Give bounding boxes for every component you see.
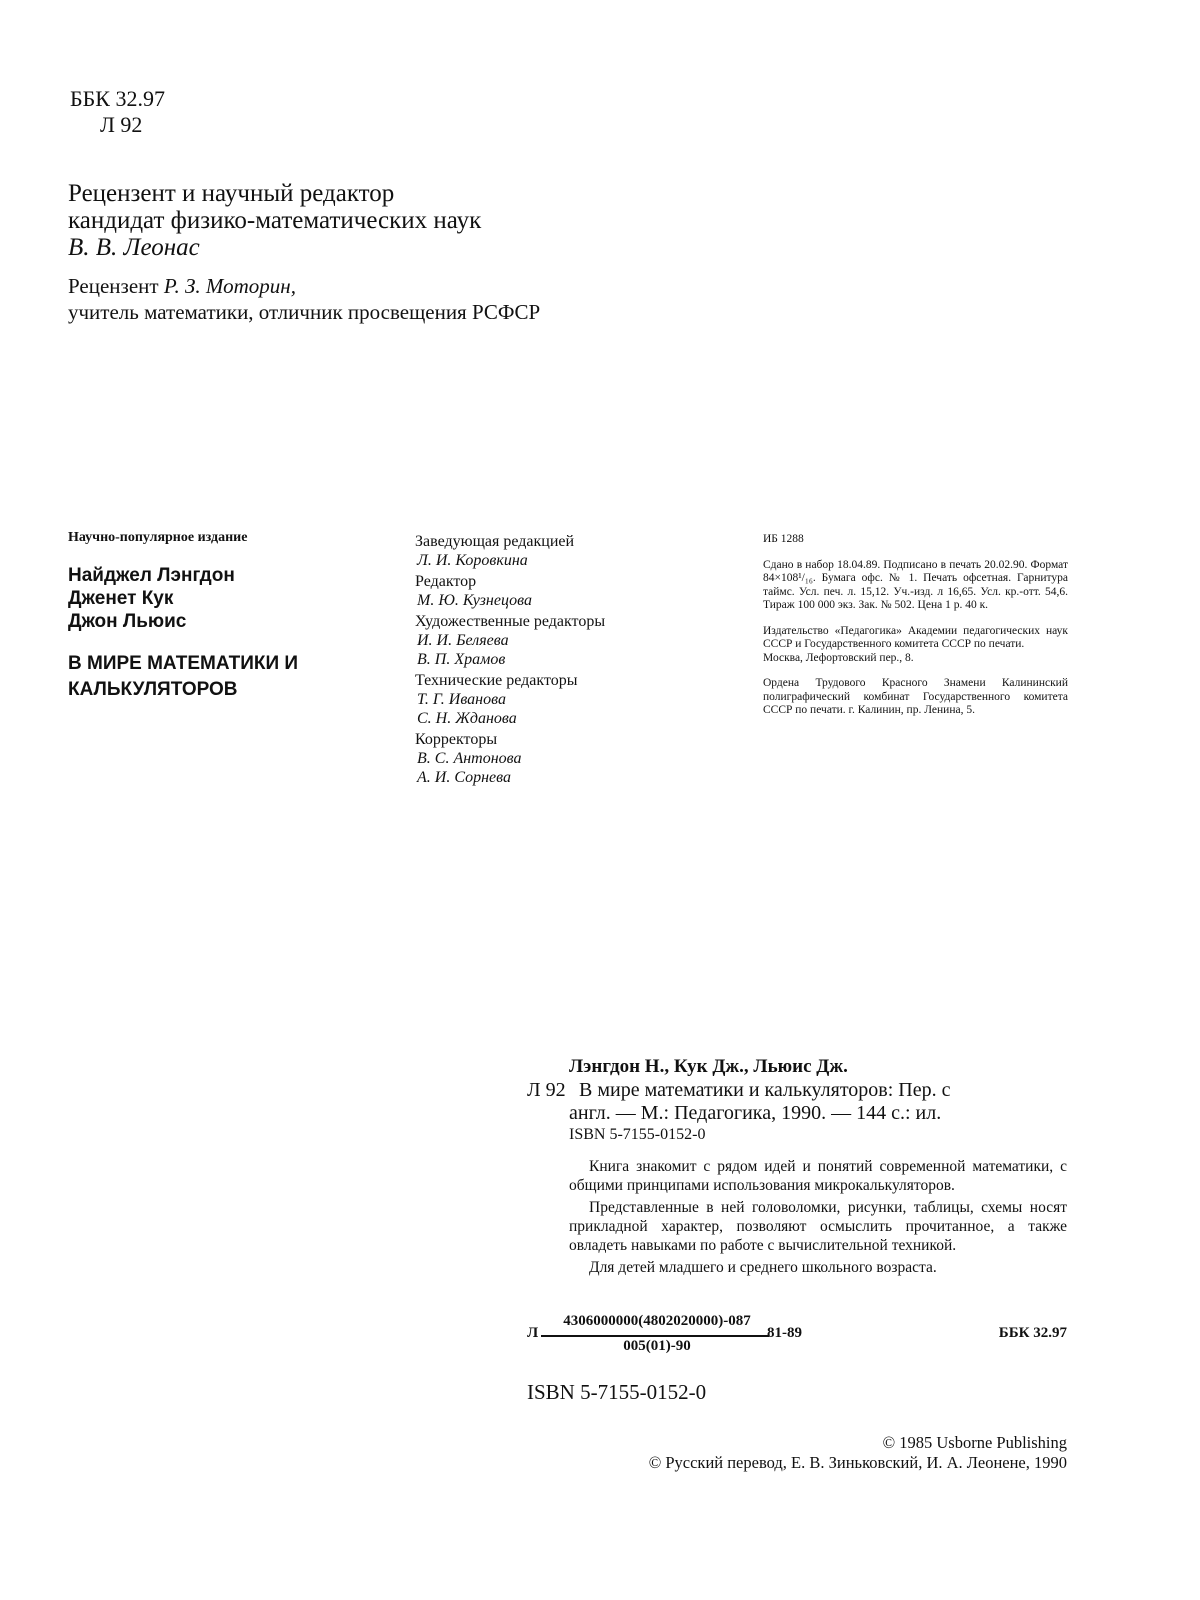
staff-group: [415, 532, 715, 570]
ib-number: ИБ 1288: [763, 533, 804, 545]
author-mark: Л 92: [100, 112, 143, 137]
staff-person: С. Н. Жданова: [417, 710, 517, 727]
class-letter: Л: [527, 1325, 539, 1341]
staff-group: [415, 730, 715, 787]
author-name: Дженет Кук: [68, 588, 174, 609]
copyright-block: [560, 1433, 1067, 1473]
card-annotation: [527, 1157, 1067, 1277]
card-entry-line: [527, 1079, 1067, 1102]
staff-person: А. И. Сорнева: [417, 769, 511, 786]
imprint-column: [763, 533, 1068, 730]
book-title-line: КАЛЬКУЛЯТОРОВ: [68, 679, 238, 700]
classification-line: [527, 1313, 1067, 1357]
staff-person: В. С. Антонова: [417, 750, 522, 767]
edition-type: Научно-популярное издание: [68, 530, 248, 545]
staff-person: М. Ю. Кузнецова: [417, 592, 532, 609]
second-reviewer-block: [68, 273, 540, 325]
class-bbk: ББК 32.97: [998, 1325, 1067, 1341]
book-title: [68, 651, 368, 703]
staff-role: Корректоры: [415, 731, 498, 748]
publisher-info: Издательство «Педагогика» Академии педагогических наук СССР и Государственного комитета СССР по печати.: [763, 624, 1068, 650]
reviewer-role: Рецензент и научный редактор: [68, 180, 395, 207]
annotation-paragraph: Для детей младшего и среднего школьного возраста.: [589, 1259, 937, 1276]
printer-info: Ордена Трудового Красного Знамени Калининский полиграфический комбинат Государственного комитета СССР по печати. г. Калинин, пр. Ленина, 5.: [763, 677, 1068, 716]
card-entry-line: англ. — М.: Педагогика, 1990. — 144 с.: ил.: [569, 1102, 942, 1124]
staff-role: Редактор: [415, 573, 477, 590]
staff-person: В. П. Храмов: [417, 651, 506, 668]
card-heading: Лэнгдон Н., Кук Дж., Льюис Дж.: [569, 1056, 848, 1077]
book-title-line: В МИРЕ МАТЕМАТИКИ И: [68, 653, 299, 674]
staff-role: Художественные редакторы: [415, 613, 606, 630]
class-denominator: 005(01)-90: [623, 1338, 691, 1354]
editorial-staff-column: [415, 530, 715, 789]
bbk-number: ББК 32.97: [70, 86, 165, 111]
second-reviewer-line: [68, 273, 540, 299]
second-reviewer-prefix: Рецензент: [68, 274, 164, 298]
staff-person: И. И. Беляева: [417, 632, 509, 649]
reviewer-degree: кандидат физико-математических наук: [68, 207, 482, 234]
annotation-paragraph: Представленные в ней головоломки, рисунки, таблицы, схемы носят прикладной характер, позволяют осмыслить прочитанное, а также овладеть навыками по работе с вычислительной техникой.: [569, 1199, 1067, 1254]
second-reviewer-title: учитель математики, отличник просвещения РСФСР: [68, 300, 541, 324]
staff-group: [415, 572, 715, 610]
card-entry-text: В мире математики и калькуляторов: Пер. с: [579, 1079, 951, 1101]
author-name: Найджел Лэнгдон: [68, 565, 235, 586]
order-number: 81-89: [767, 1325, 802, 1341]
class-numerator: 4306000000(4802020000)-087: [563, 1313, 751, 1329]
catalog-card: [527, 1055, 1067, 1280]
publisher-address: Москва, Лефортовский пер., 8.: [763, 651, 914, 664]
staff-role: Заведующая редакцией: [415, 533, 575, 550]
isbn-main: ISBN 5-7155-0152-0: [527, 1380, 707, 1404]
staff-group: [415, 612, 715, 669]
fraction-bar: [541, 1335, 769, 1337]
staff-role: Технические редакторы: [415, 672, 578, 689]
book-info-column: [68, 530, 388, 703]
staff-person: Т. Г. Иванова: [417, 691, 506, 708]
copyright-original: © 1985 Usborne Publishing: [882, 1433, 1067, 1452]
staff-group: [415, 671, 715, 728]
annotation-paragraph: Книга знакомит с рядом идей и понятий современной математики, с общими принципами использования микрокалькуляторов.: [569, 1158, 1067, 1194]
card-isbn: ISBN 5-7155-0152-0: [569, 1126, 706, 1143]
staff-person: Л. И. Коровкина: [417, 552, 528, 569]
copyright-translation: © Русский перевод, Е. В. Зиньковский, И. А. Леонене, 1990: [648, 1453, 1067, 1472]
bbk-code-top: [70, 86, 165, 138]
card-code: Л 92: [527, 1079, 566, 1101]
reviewer-name: В. В. Леонас: [68, 234, 200, 261]
reviewer-block: [68, 180, 481, 261]
second-reviewer-name: Р. З. Моторин,: [163, 274, 296, 298]
author-name: Джон Льюис: [68, 611, 187, 632]
print-info: Сдано в набор 18.04.89. Подписано в печать 20.02.90. Формат 84×108¹/₁₆. Бумага офс. № 1. Печать офсетная. Гарнитура таймс. Усл. печ. л. 15,12. Уч.-изд. л 16,65. Усл. кр.-отт. 54,6. Тираж 100 000 экз. Зак. № 502. Цена 1 р. 40 к.: [763, 558, 1068, 611]
